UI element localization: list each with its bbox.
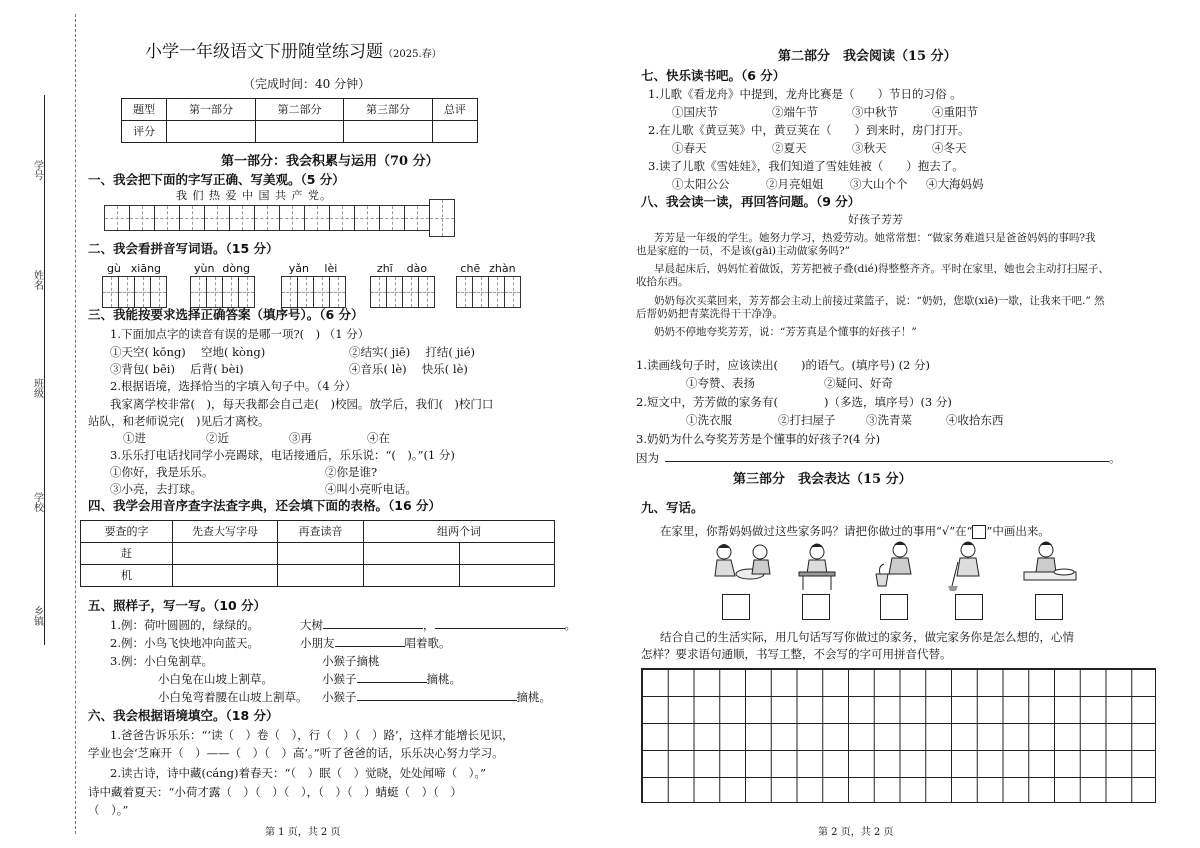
q5-example2: 2.例：小鸟飞快地冲向蓝天。 — [110, 636, 259, 650]
q3-s2-option: ④在 — [367, 431, 390, 445]
q5-answer4[interactable]: 小猴子 摘桃。 — [322, 672, 461, 686]
dict-cell[interactable] — [173, 565, 278, 587]
q3-s1b: ②结实( jiē) 打结( jié) — [349, 345, 476, 359]
q4-title: 四、我学会用音序查字法查字典，还会填下面的表格。（16 分） — [88, 498, 441, 513]
part2-title: 第二部分 我会阅读（15 分） — [778, 49, 957, 64]
pinyin-answer-box[interactable] — [206, 276, 223, 308]
q8-a3-answer[interactable]: 因为 。 — [636, 451, 1121, 465]
score-cell[interactable] — [344, 121, 433, 143]
writing-box[interactable] — [154, 205, 180, 231]
q7-s3: 3.读了儿歌《雪娃娃》，我们知道了雪娃娃被（ ）抱去了。 — [648, 159, 964, 173]
chore-checkbox[interactable] — [1035, 594, 1063, 620]
q5-answer5[interactable]: 小猴子 摘桃。 — [322, 690, 551, 704]
dict-cell[interactable] — [364, 543, 460, 565]
q7-option: ④冬天 — [932, 141, 967, 155]
score-header: 总评 — [432, 99, 477, 121]
q7-option: ①国庆节 — [672, 105, 718, 119]
q7-option: ①春天 — [672, 141, 707, 155]
pinyin-syllable: zhī — [376, 262, 393, 275]
score-header: 第一部分 — [167, 99, 256, 121]
pinyin-answer-box[interactable] — [281, 276, 298, 308]
pinyin-word-group — [456, 262, 520, 308]
story-p1b: 也是家庭的一员，不是该(gāi)主动做家务吗?” — [636, 245, 851, 258]
q3-s1a: ①天空( kōng) 空地( kòng) — [110, 345, 266, 359]
q8-a2-option: ①洗衣服 — [686, 413, 732, 427]
q6-line5: （ ）。” — [88, 803, 129, 817]
score-cell[interactable] — [255, 121, 344, 143]
label-school: 学校 — [31, 492, 43, 512]
q1-text: 我 们 热 爱 中 国 共 产 党。 — [176, 189, 332, 202]
q7-title: 七、快乐读书吧。（6 分） — [641, 68, 786, 83]
pinyin-answer-box[interactable] — [238, 276, 255, 308]
q8-a1-option: ②疑问、好奇 — [824, 376, 893, 390]
q7-s2: 2.在儿歌《黄豆荚》中，黄豆荚在（ ）到来时，房门打开。 — [648, 123, 970, 137]
dict-header: 组两个词 — [364, 521, 555, 543]
page2-footer: 第 2 页，共 2 页 — [818, 827, 894, 838]
time-limit: （完成时间：40 分钟） — [243, 77, 371, 91]
q9-text1: 结合自己的生活实际，用几句话写写你做过的家务，做完家务你是怎么想的，心情 — [660, 630, 1074, 644]
pinyin-answer-box[interactable] — [313, 276, 330, 308]
q5-example4: 小白兔在山坡上割草。 — [158, 672, 273, 686]
q3-s2-option: ①进 — [123, 431, 146, 445]
q7-option: ②夏天 — [772, 141, 807, 155]
writing-box[interactable] — [354, 205, 380, 231]
q8-a2-option: ②打扫屋子 — [778, 413, 836, 427]
chore-table-figure — [795, 542, 840, 592]
writing-box[interactable] — [179, 205, 205, 231]
writing-box[interactable] — [279, 205, 305, 231]
q8-a1-option: ①夸赞、表扬 — [686, 376, 755, 390]
q7-s1: 1.儿歌《看龙舟》中提到，龙舟比赛是（ ）节日的习俗 。 — [648, 87, 962, 101]
pinyin-syllable: yǎn — [288, 262, 309, 275]
q7-option: ②月亮姐姐 — [766, 177, 824, 191]
q3-title: 三、我能按要求选择正确答案（填序号）。（6 分） — [88, 307, 364, 322]
q8-a2: 2.短文中，芳芳做的家务有( )（多选，填序号）(3 分) — [636, 395, 952, 409]
pinyin-answer-box[interactable] — [504, 276, 521, 308]
score-cell[interactable] — [432, 121, 477, 143]
pinyin-syllable: lèi — [324, 262, 338, 275]
pinyin-answer-box[interactable] — [402, 276, 419, 308]
pinyin-answer-box[interactable] — [386, 276, 403, 308]
q9-text2: 怎样？要求语句通顺，书写工整，不会写的字可用拼音代替。 — [641, 647, 952, 661]
writing-box[interactable] — [379, 205, 405, 231]
q6-title: 六、我会根据语境填空。（18 分） — [88, 708, 279, 723]
q1-writing-boxes — [104, 205, 454, 237]
q9-prompt: 在家里，你帮妈妈做过这些家务吗？请把你做过的事用“√”在“ ”中画出来。 — [660, 524, 1050, 538]
dict-char: 机 — [81, 565, 173, 587]
tick-box-sample — [972, 525, 986, 539]
chore-checkbox[interactable] — [880, 594, 908, 620]
q5-example3: 3.例：小白兔割草。 — [110, 654, 213, 668]
story-p3b: 后帮奶奶把青菜洗得干干净净。 — [636, 307, 783, 320]
chore-checkbox[interactable] — [955, 594, 983, 620]
q3-s2: 2.根据语境，选择恰当的字填入句子中。（4 分） — [110, 379, 357, 393]
q2-title: 二、我会看拼音写词语。（15 分） — [88, 241, 279, 256]
writing-box[interactable] — [254, 205, 280, 231]
pinyin-word-group — [102, 262, 166, 308]
score-table — [121, 98, 478, 143]
writing-box[interactable] — [304, 205, 330, 231]
writing-box[interactable] — [329, 205, 355, 231]
pinyin-answer-box[interactable] — [456, 276, 473, 308]
dict-cell[interactable] — [459, 565, 555, 587]
pinyin-answer-box[interactable] — [370, 276, 387, 308]
pinyin-answer-box[interactable] — [472, 276, 489, 308]
part1-title: 第一部分：我会积累与运用（70 分） — [221, 154, 439, 169]
q1-title: 一、我会把下面的字写正确、写美观。（5 分） — [88, 172, 345, 187]
q5-example1: 1.例：荷叶圆圆的，绿绿的。 — [110, 618, 259, 632]
dict-header: 再查读音 — [278, 521, 364, 543]
q3-s3: 3.乐乐打电话找同学小亮踢球，电话接通后，乐乐说：“( )。”(1 分) — [110, 448, 455, 462]
label-student-number: 学号 — [31, 160, 43, 180]
writing-box[interactable] — [404, 205, 430, 231]
q3-s3b: ②你是谁? — [325, 465, 378, 479]
pinyin-answer-box[interactable] — [134, 276, 151, 308]
writing-box[interactable] — [429, 199, 455, 237]
score-header: 第三部分 — [344, 99, 433, 121]
q5-sample3: 小猴子摘桃 — [322, 654, 380, 668]
dict-header: 要查的字 — [81, 521, 173, 543]
writing-grid[interactable] — [641, 668, 1156, 803]
score-cell[interactable] — [167, 121, 256, 143]
q8-title: 八、我会读一读，再回答问题。（9 分） — [641, 194, 861, 209]
pinyin-word-group — [281, 262, 345, 308]
pinyin-syllable: gù — [106, 262, 121, 275]
q5-answer1[interactable]: 大树 ， 。 — [300, 618, 576, 632]
chore-checkbox[interactable] — [802, 594, 830, 620]
q3-s2-text2: 站队，和老师说完( )见后才离校。 — [88, 414, 270, 428]
dict-cell[interactable] — [173, 543, 278, 565]
pinyin-answer-box[interactable] — [102, 276, 119, 308]
story-p2: 早晨起床后，妈妈忙着做饭，芳芳把被子叠(dié)得整整齐齐。平时在家里，她也会主动打扫屋子、 — [654, 263, 1109, 276]
label-name: 姓名 — [31, 270, 43, 290]
story-title: 好孩子芳芳 — [848, 213, 903, 226]
writing-box[interactable] — [129, 205, 155, 231]
dict-cell[interactable] — [459, 543, 555, 565]
pinyin-row — [102, 262, 166, 276]
dict-cell[interactable] — [278, 543, 364, 565]
q5-example5: 小白兔弯着腰在山坡上割草。 — [158, 690, 308, 704]
pinyin-answer-box[interactable] — [418, 276, 435, 308]
story-p2b: 收拾东西。 — [636, 276, 689, 289]
q3-s3c: ③小亮，去打球。 — [110, 482, 202, 496]
q3-s2-text1: 我家离学校非常( )，每天我都会自己走( )校园。放学后，我们( )校门口 — [110, 397, 494, 411]
q3-s1c: ③背包( bēi) 后背( bèi) — [110, 362, 244, 376]
pinyin-answer-box[interactable] — [297, 276, 314, 308]
pinyin-row — [281, 262, 345, 276]
q7-option: ③大山个个 — [850, 177, 908, 191]
q7-option: ④重阳节 — [932, 105, 978, 119]
chore-checkbox[interactable] — [722, 594, 750, 620]
score-header: 题型 — [122, 99, 167, 121]
pinyin-word-group — [370, 262, 434, 308]
part3-title: 第三部分 我会表达（15 分） — [733, 472, 912, 487]
q3-s3a: ①你好，我是乐乐。 — [110, 465, 214, 479]
q3-s2-option: ③再 — [289, 431, 312, 445]
q8-a1: 1.读画线句子时，应该读出( )的语气。(填序号) (2 分) — [636, 358, 931, 372]
pinyin-word-group — [190, 262, 254, 308]
chore-washing-figure — [704, 540, 774, 590]
dict-cell[interactable] — [278, 565, 364, 587]
dict-header: 先查大写字母 — [173, 521, 278, 543]
q7-option: ④大海妈妈 — [926, 177, 984, 191]
pinyin-syllable: chē — [460, 262, 481, 275]
q7-option: ③中秋节 — [852, 105, 898, 119]
pinyin-answer-box[interactable] — [118, 276, 135, 308]
q6-line2: 学业也会‘芝麻开（ ）——（ ）（ ）高’。”听了爸爸的话，乐乐决心努力学习。 — [88, 746, 504, 760]
q3-s1d: ④音乐( lè) 快乐( lè) — [349, 362, 468, 376]
q6-line3: 2.读古诗，诗中藏(cáng)着春天：“（ ）眠（ ）觉晓，处处闻啼（ ）。” — [110, 766, 487, 780]
writing-box[interactable] — [204, 205, 230, 231]
pinyin-syllable: zhàn — [489, 262, 516, 275]
q5-answer2[interactable]: 小朋友 唱着歌。 — [300, 636, 451, 650]
pinyin-answer-box[interactable] — [190, 276, 207, 308]
q7-option: ②端午节 — [772, 105, 818, 119]
pinyin-syllable: xiāng — [130, 262, 162, 275]
label-class: 班级 — [31, 378, 43, 398]
q3-s1: 1.下面加点字的读音有误的是哪一项?( ) （1 分） — [110, 327, 370, 341]
binding-line — [44, 95, 45, 645]
q3-s3d: ④叫小亮听电话。 — [325, 482, 417, 496]
story-p4: 奶奶不停地夸奖芳芳，说：“芳芳真是个懂事的好孩子！” — [654, 325, 917, 338]
q3-s2-option: ②近 — [206, 431, 229, 445]
dict-char: 赶 — [81, 543, 173, 565]
pinyin-syllable: dòng — [222, 262, 251, 275]
pinyin-answer-box[interactable] — [488, 276, 505, 308]
pinyin-row — [190, 262, 254, 276]
pinyin-answer-box[interactable] — [222, 276, 239, 308]
page1-footer: 第 1 页，共 2 页 — [265, 827, 341, 838]
dict-cell[interactable] — [364, 565, 460, 587]
q8-a2-option: ③洗青菜 — [866, 413, 912, 427]
q6-line4: 诗中藏着夏天：“小荷才露（ ）（ ）（ ），（ ）（ ）蜻蜓（ ）（ ） — [88, 785, 462, 799]
score-header: 第二部分 — [255, 99, 344, 121]
story-p1: 芳芳是一年级的学生。她努力学习，热爱劳动。她常常想：“做家务难道只是爸爸妈妈的事吗?我 — [654, 232, 1096, 244]
chore-dishes-figure — [1020, 540, 1080, 590]
pinyin-syllable: dào — [406, 262, 428, 275]
story-p3: 奶奶每次买菜回来，芳芳都会主动上前接过菜篮子，说：“奶奶，您歇(xiē)一歇，让我来干吧.” 然 — [654, 294, 1105, 307]
chore-sweeping-figure — [948, 540, 988, 592]
q6-line1: 1.爸爸告诉乐乐：“‘读（ ）卷（ ），行（ ）（ ）路’，这样才能增长见识， — [110, 728, 514, 742]
pinyin-row — [456, 262, 520, 276]
writing-box[interactable] — [229, 205, 255, 231]
pinyin-answer-box[interactable] — [329, 276, 346, 308]
pinyin-row — [370, 262, 434, 276]
pinyin-answer-box[interactable] — [150, 276, 167, 308]
chore-watering-figure — [870, 540, 925, 592]
q9-title: 九、写话。 — [641, 500, 704, 515]
score-row-label: 评分 — [122, 121, 167, 143]
q8-a2-option: ④收拾东西 — [946, 413, 1004, 427]
pinyin-syllable: yùn — [193, 262, 215, 275]
cut-line — [75, 14, 76, 834]
q7-option: ①太阳公公 — [672, 177, 730, 191]
dictionary-table — [80, 520, 555, 587]
q5-title: 五、照样子，写一写。（10 分） — [88, 598, 266, 613]
writing-box[interactable] — [104, 205, 130, 231]
q7-option: ③秋天 — [852, 141, 887, 155]
label-township: 乡镇 — [31, 606, 43, 626]
q8-a3: 3.奶奶为什么夸奖芳芳是个懂事的好孩子?(4 分) — [636, 432, 881, 446]
page-title: 小学一年级语文下册随堂练习题（2025.春） — [145, 42, 442, 62]
story-body — [636, 232, 1156, 339]
